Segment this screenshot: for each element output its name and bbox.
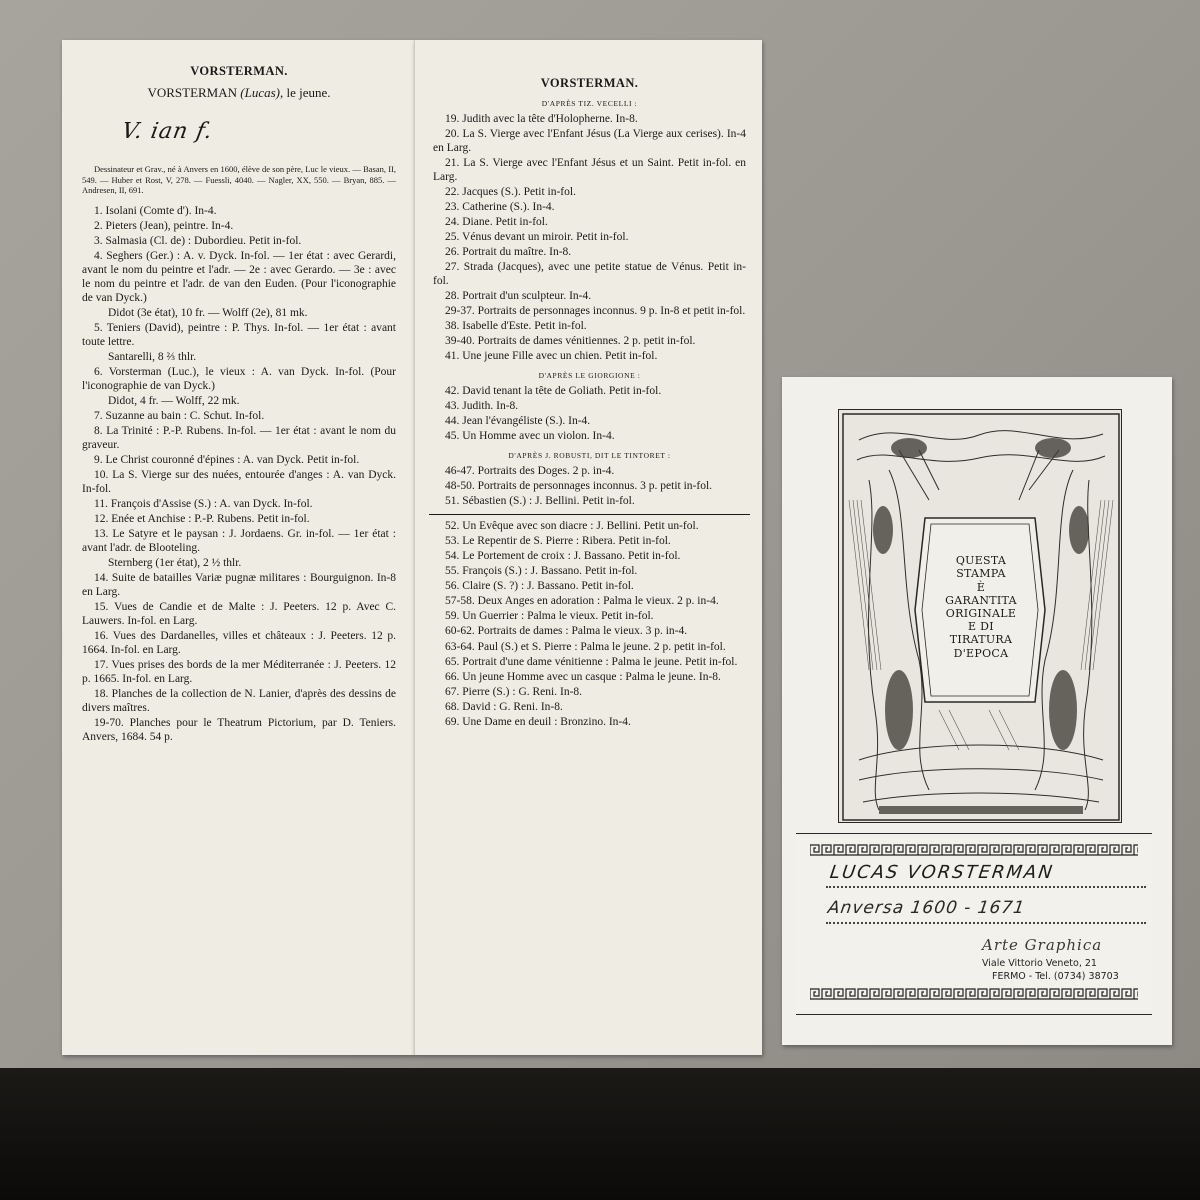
catalogue-entry: 19. Judith avec la tête d'Holopherne. In-8. (445, 113, 638, 125)
artist-epithet: , le jeune. (280, 85, 331, 100)
catalogue-entry: 15. Vues de Candie et de Malte : J. Peeters. 12 p. Avec C. Lauwers. In-fol. en Larg. (82, 601, 396, 628)
catalogue-entry: 41. Une jeune Fille avec un chien. Petit in-fol. (445, 350, 658, 363)
catalogue-entry: 24. Diane. Petit in-fol. (445, 216, 548, 229)
artist-surname: VORSTERMAN (147, 85, 238, 100)
catalogue-entry: 54. Le Portement de croix : J. Bassano. Petit in-fol. (445, 550, 681, 563)
plaque-line: ORIGINALE (945, 607, 1017, 620)
plaque-text (945, 554, 1017, 660)
catalogue-entry: 45. Un Homme avec un violon. In-4. (445, 430, 615, 443)
catalogue-entry: 57-58. Deux Anges en adoration : Palma le vieux. 2 p. in-4. (445, 595, 719, 608)
section-heading: D'APRÈS TIZ. VECELLI : (541, 99, 638, 108)
entry-list (433, 464, 746, 508)
catalogue-entry: 14. Suite de batailles Variæ pugnæ militares : Bourguignon. In-8 en Larg. (82, 572, 396, 599)
authenticity-plaque (927, 522, 1035, 692)
catalogue-entry: Santarelli, 8 ⅔ thlr. (108, 351, 197, 364)
catalogue-entry: 55. François (S.) : J. Bassano. Petit in-fol. (445, 565, 638, 578)
table-surface (0, 1068, 1200, 1200)
catalogue-entry: 16. Vues des Dardanelles, villes et châteaux : J. Peeters. 12 p. 1664. In-fol. en Larg. (82, 630, 396, 657)
plaque-line: TIRATURA (949, 633, 1013, 647)
catalogue-entry: 26. Portrait du maître. In-8. (445, 246, 572, 259)
catalogue-entry: Didot (3e état), 10 fr. — Wolff (2e), 81 mk. (108, 306, 308, 319)
catalogue-entry: 10. La S. Vierge sur des nuées, entourée d'anges : A. van Dyck. In-fol. (82, 469, 396, 496)
plaque-line: D'EPOCA (953, 646, 1009, 660)
entry-list (82, 204, 396, 745)
catalogue-entry: 19-70. Planches pour le Theatrum Pictorium, par D. Teniers. Anvers, 1684. 54 p. (82, 717, 396, 744)
section-heading: D'APRÈS LE GIORGIONE : (538, 371, 641, 381)
catalogue-entry: 22. Jacques (S.). Petit in-fol. (445, 186, 576, 199)
certificate-sheet (782, 377, 1172, 1045)
greek-key-border-bottom (810, 988, 1138, 1000)
catalogue-entry: Didot, 4 fr. — Wolff, 22 mk. (108, 395, 240, 408)
plaque-line: GARANTITA (945, 593, 1017, 607)
catalogue-entry: Sternberg (1er état), 2 ½ thlr. (108, 557, 242, 570)
catalogue-entry: 38. Isabelle d'Este. Petit in-fol. (445, 320, 587, 333)
catalogue-entry: 13. Le Satyre et le paysan : J. Jordaens. Gr. in-fol. — 1er état : avant l'adr. de Blooteling. (82, 528, 396, 555)
catalogue-entry: 6. Vorsterman (Luc.), le vieux : A. van Dyck. In-fol. (Pour l'iconographie de van Dyck.) (82, 366, 396, 393)
catalogue-entry: 29-37. Portraits de personnages inconnus. 9 p. In-8 et petit in-fol. (445, 305, 746, 318)
entry-list (433, 112, 746, 363)
catalogue-entry: 20. La S. Vierge avec l'Enfant Jésus (La Vierge aux cerises). In-4 en Larg. (433, 128, 746, 155)
catalogue-entry: 51. Sébastien (S.) : J. Bellini. Petit in-fol. (445, 495, 635, 508)
catalogue-entry: 69. Une Dame en deuil : Bronzino. In-4. (445, 715, 631, 728)
catalogue-entry: 43. Judith. In-8. (445, 400, 519, 413)
catalogue-entry: 5. Teniers (David), peintre : P. Thys. In-fol. — 1er état : avant toute lettre. (82, 322, 396, 349)
catalogue-entry: 27. Strada (Jacques), avec une petite statue de Vénus. Petit in-fol. (433, 261, 746, 288)
catalogue-page-left (62, 40, 414, 1055)
entry-list (433, 519, 746, 728)
catalogue-entry: 12. Enée et Anchise : P.-P. Rubens. Petit in-fol. (94, 513, 310, 526)
catalogue-entry: 63-64. Paul (S.) et S. Pierre : Palma le jeune. 2 p. petit in-fol. (445, 640, 726, 653)
plaque-line: È (976, 580, 986, 594)
catalogue-entry: 28. Portrait d'un sculpteur. In-4. (445, 290, 592, 303)
artist-heading (82, 85, 396, 101)
plaque-line: E DI (968, 620, 994, 634)
catalogue-entry: 68. David : G. Reni. In-8. (445, 700, 563, 713)
catalogue-entry: 1. Isolani (Comte d'). In-4. (94, 204, 217, 217)
catalogue-entry: 60-62. Portraits de dames : Palma le vieux. 3 p. in-4. (445, 625, 688, 638)
catalogue-entry: 42. David tenant la tête de Goliath. Petit in-fol. (445, 385, 662, 398)
catalogue-entry: 3. Salmasia (Cl. de) : Dubordieu. Petit in-fol. (94, 234, 302, 247)
catalogue-entry: 9. Le Christ couronné d'épines : A. van Dyck. Petit in-fol. (94, 454, 360, 467)
artist-biography: Dessinateur et Grav., né à Anvers en 1600, élève de son père, Luc le vieux. — Basan, II, 549. — Huber et Rost, V, 278. — Fuessli, 4040. — Nagler, XX, 550. — Bryan, 885. — Andresen, II, 691. (82, 164, 396, 196)
catalogue-entry: 56. Claire (S. ?) : J. Bassano. Petit in-fol. (445, 580, 634, 593)
entry-list (433, 384, 746, 443)
publisher-address: Viale Vittorio Veneto, 21 (982, 958, 1097, 969)
catalogue-entry: 4. Seghers (Ger.) : A. v. Dyck. In-fol. — 1er état : avec Gerardi, avant le nom du peintre et l'adr. — 2e : avec Gerardo. — 3e : avec le nom du peintre et l'adr. de van den Euden. (Pour l'iconographie de van Dyck.) (82, 249, 396, 304)
greek-key-border-top (810, 844, 1138, 856)
page-title: VORSTERMAN. (190, 64, 288, 78)
catalogue-entry: 18. Planches de la collection de N. Lanier, d'après des dessins de divers maîtres. (82, 688, 396, 715)
catalogue-entry: 2. Pieters (Jean), peintre. In-4. (94, 219, 234, 232)
catalogue-entry: 53. Le Repentir de S. Pierre : Ribera. Petit in-fol. (445, 535, 671, 548)
divider (429, 514, 750, 515)
plaque-line: STAMPA (956, 567, 1006, 581)
dotted-line (826, 886, 1146, 888)
catalogue-entry: 25. Vénus devant un miroir. Petit in-fol. (445, 231, 629, 244)
provenance-label (796, 833, 1152, 1015)
plaque-line: QUESTA (955, 554, 1007, 568)
catalogue-entry: 23. Catherine (S.). In-4. (445, 201, 555, 214)
catalogue-entry: 65. Portrait d'une dame vénitienne : Palma le jeune. Petit in-fol. (445, 655, 738, 668)
catalogue-entry: 21. La S. Vierge avec l'Enfant Jésus et un Saint. Petit in-fol. en Larg. (433, 157, 746, 184)
catalogue-entry: 39-40. Portraits de dames vénitiennes. 2 p. petit in-fol. (445, 335, 696, 348)
catalogue-entry: 52. Un Evêque avec son diacre : J. Bellini. Petit un-fol. (445, 520, 699, 533)
section-heading: D'APRÈS J. ROBUSTI, DIT LE TINTORET : (508, 451, 671, 461)
catalogue-entry: 11. François d'Assise (S.) : A. van Dyck. In-fol. (94, 498, 313, 511)
catalogue-entry: 67. Pierre (S.) : G. Reni. In-8. (445, 685, 583, 698)
catalogue-entry: 66. Un jeune Homme avec un casque : Palma le jeune. In-8. (445, 670, 721, 683)
page-title: VORSTERMAN. (540, 76, 639, 90)
catalogue-entry: 59. Un Guerrier : Palma le vieux. Petit in-fol. (445, 610, 654, 623)
artist-firstname: (Lucas) (240, 85, 280, 100)
artist-name-handwritten: LUCAS VORSTERMAN (828, 862, 1056, 883)
engraver-signature: V. ian f. (119, 119, 215, 144)
publisher-name: Arte Graphica (982, 936, 1103, 954)
dotted-line (826, 922, 1146, 924)
catalogue-entry: 46-47. Portraits des Doges. 2 p. in-4. (445, 465, 615, 478)
publisher-phone: FERMO - Tel. (0734) 38703 (992, 971, 1119, 982)
catalogue-entry: 7. Suzanne au bain : C. Schut. In-fol. (94, 410, 265, 423)
catalogue-page-right (414, 40, 762, 1055)
catalogue-entry: 8. La Trinité : P.-P. Rubens. In-fol. — 1er état : avant le nom du graveur. (82, 425, 396, 452)
artist-dates-handwritten: Anversa 1600 - 1671 (826, 898, 1027, 918)
catalogue-entry: 17. Vues prises des bords de la mer Méditerranée : J. Peeters. 12 p. 1665. In-fol. en Larg. (82, 659, 396, 686)
certificate-engraving (838, 409, 1122, 823)
catalogue-entry: 48-50. Portraits de personnages inconnus. 3 p. petit in-fol. (445, 480, 713, 493)
catalogue-entry: 44. Jean l'évangéliste (S.). In-4. (445, 415, 591, 428)
